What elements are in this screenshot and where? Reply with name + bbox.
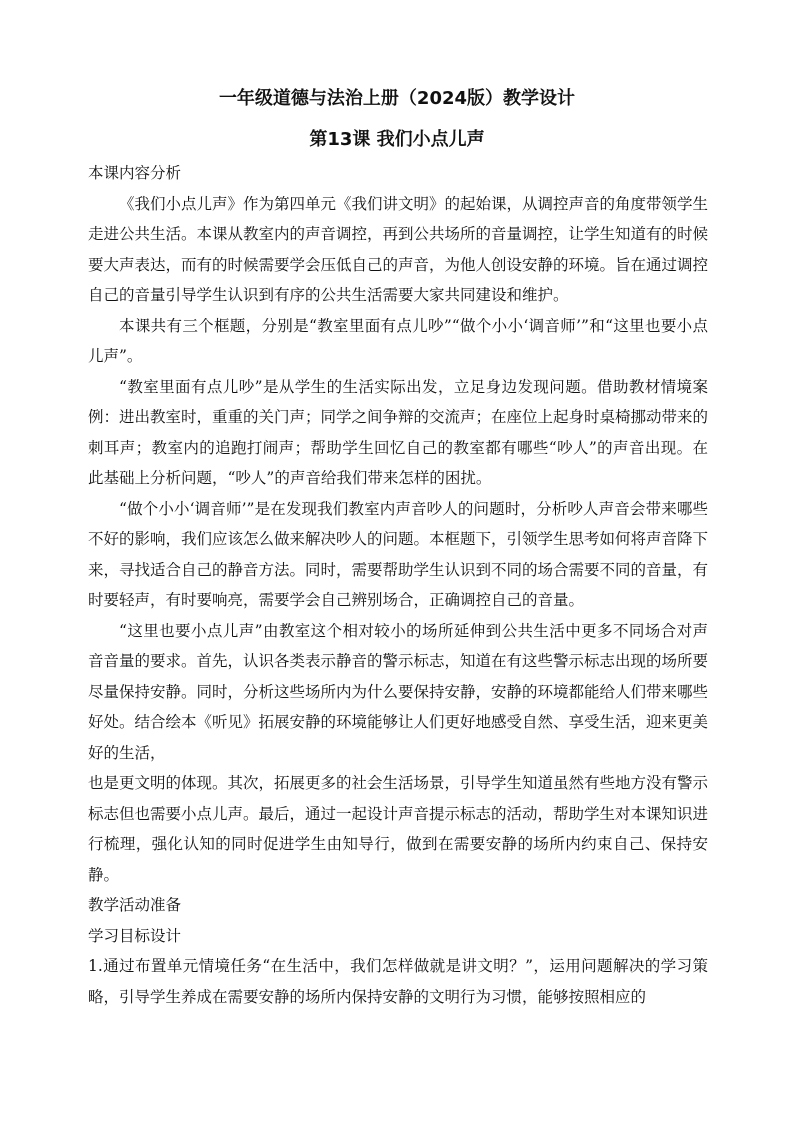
document-body xyxy=(88,158,708,1012)
paragraph-topics: 本课共有三个框题，分别是“教室里面有点儿吵”“做个小小‘调音师’”和“这里也要小点儿声”。 xyxy=(88,316,708,365)
lesson-title: 第13课 我们小点儿声 xyxy=(309,129,485,150)
document-title: 一年级道德与法治上册（2024版）教学设计 xyxy=(218,88,576,109)
paragraph-topic-3: “这里也要小点儿声”由教室这个相对较小的场所延伸到公共生活中更多不同场合对声音音量的要求。首先，认识各类表示静音的警示标志，知道在有这些警示标志出现的场所要尽量保持安静。同时，分析这些场所内为什么要保持安静，安静的环境都能给人们带来哪些好处。结合绘本《听见》拓展安静的环境能够让人们更好地感受自然、享受生活，迎来更美好的生活， xyxy=(88,621,709,762)
paragraph-topic-3-continued: 也是更文明的体现。其次，拓展更多的社会生活场景，引导学生知道虽然有些地方没有警示标志但也需要小点儿声。最后，通过一起设计声音提示标志的活动，帮助学生对本课知识进行梳理，强化认知的同时促进学生由知导行，做到在需要安静的场所内约束自己、保持安静。 xyxy=(88,774,709,884)
paragraph-topic-1: “教室里面有点儿吵”是从学生的生活实际出发，立足身边发现问题。借助教材情境案例：进出教室时，重重的关门声；同学之间争辩的交流声；在座位上起身时桌椅挪动带来的刺耳声；教室内的追跑打闹声；帮助学生回忆自己的教室都有哪些“吵人”的声音出现。在此基础上分析问题，“吵人”的声音给我们带来怎样的困扰。 xyxy=(88,377,709,487)
goal-item-1: 1.通过布置单元情境任务“在生活中，我们怎样做就是讲文明？”，运用问题解决的学习策略，引导学生养成在需要安静的场所内保持安静的文明行为习惯，能够按照相应的 xyxy=(88,957,708,1006)
section-heading-analysis: 本课内容分析 xyxy=(88,164,182,182)
section-heading-goals: 学习目标设计 xyxy=(88,926,182,945)
section-heading-preparation: 教学活动准备 xyxy=(88,896,182,914)
paragraph-topic-2: “做个小小‘调音师’”是在发现我们教室内声音吵人的问题时，分析吵人声音会带来哪些不好的影响，我们应该怎么做来解决吵人的问题。本框题下，引领学生思考如何将声音降下来，寻找适合自己的静音方法。同时，需要帮助学生认识到不同的场合需要不同的音量，有时要轻声，有时要响亮，需要学会自己辨别场合，正确调控自己的音量。 xyxy=(88,499,709,609)
paragraph-overview: 《我们小点儿声》作为第四单元《我们讲文明》的起始课，从调控声音的角度带领学生走进公共生活。本课从教室内的声音调控，再到公共场所的音量调控，让学生知道有的时候要大声表达，而有的时候需要学会压低自己的声音，为他人创设安静的环境。旨在通过调控自己的音量引导学生认识到有序的公共生活需要大家共同建设和维护。 xyxy=(88,194,709,304)
